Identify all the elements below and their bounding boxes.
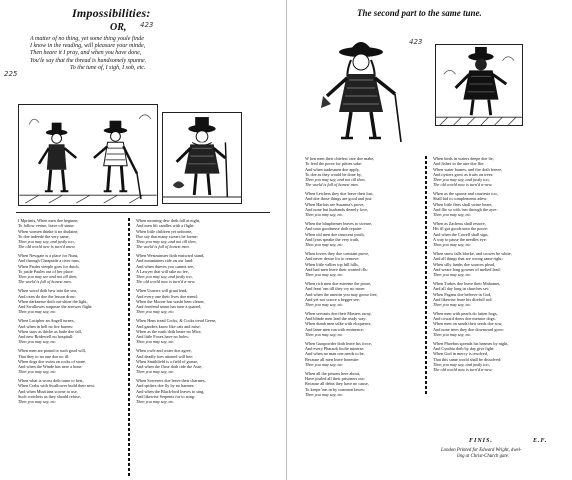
verse-line: When silly lambs doe sources plead, [433, 261, 496, 267]
verse-line: And likewise feare his direfull rod: [433, 296, 493, 302]
stanza [305, 341, 421, 367]
verse-line: And forefend smart has tune a quarrel, [136, 304, 202, 310]
stanza [305, 311, 421, 337]
stanza [433, 221, 565, 247]
verse-line: To doe indeede the very same, [18, 233, 70, 239]
verse-line: When little vallies top hill hills, [305, 261, 359, 267]
stanza [18, 348, 124, 374]
verse-line: When lovers they doe constant prove, [305, 251, 370, 257]
verse-line: And yet not scarce a begger see: [305, 296, 360, 302]
verse-line: A Lawyer that will take no fee, [136, 268, 189, 274]
stanza [433, 341, 565, 373]
refrain-line: Then you may say, etc. [433, 302, 472, 307]
verse-line: When as the earth doth beare no Mice, [136, 328, 202, 334]
verse-line: And through Cheapside a river runs, [18, 258, 80, 264]
refrain-line: The old world now is turn'd a-new. [433, 367, 493, 373]
verse-line: When servants doe their Masters away, [305, 310, 372, 316]
stanza [305, 191, 421, 217]
verse-line: And when tradesmen doe apply, [305, 166, 360, 172]
verse-line: When Paules steeple goes for dutch, [18, 263, 80, 269]
imprint-line: London Printed for Edward Wright, dwel- [441, 448, 522, 453]
woodcut-two-figures-image [19, 105, 157, 205]
verse-line: When Crabs with Swallowes build their nest: [18, 383, 95, 389]
verse-line: Have jostled all their prisoners out: [305, 376, 365, 382]
verse-line: And when the Winde has nere a bone: [18, 364, 83, 369]
woodcut-gentleman [162, 112, 242, 204]
refrain-line: Then you may say, etc. [433, 242, 472, 248]
stanza [18, 288, 124, 314]
verse-line: When all the prisons here about, [305, 370, 360, 376]
verse-line: When men with pearls do fatten hogs, [433, 310, 498, 316]
stanza [305, 221, 421, 247]
verse-line: And bad men leave their wonted ills: [305, 266, 368, 272]
verse-line: W hen men their chiefest care doe make, [305, 156, 375, 161]
intro-line: Then heare it I pray, and when you have done, [30, 50, 142, 57]
verse-line: And weare long gownes of melted lead: [433, 266, 501, 272]
stanza [18, 378, 124, 404]
verse-line: When morning dew doth fall at night, [136, 218, 201, 223]
verse-line: I Mprimis, When men doe beginne, [18, 218, 79, 223]
verse-line: When the Moone has washt hem cleane, [136, 298, 205, 304]
stanza [433, 311, 565, 337]
refrain-line: The old world now is turn'd a-new. [136, 279, 196, 285]
refrain-line: Then you may say, etc. [305, 391, 344, 397]
refrain-line: The old world new is turn'd anew. [18, 244, 76, 250]
verse-line: When as Zacheus shall restore, [433, 221, 486, 227]
verse-line: A way to passe the needles eye: [433, 236, 487, 242]
stanza [305, 156, 421, 188]
verse-line: When men are pound to such good will, [18, 348, 86, 354]
intro-line: To the tune of, I sigh, I sob, etc. [70, 64, 146, 71]
stanza [18, 253, 124, 285]
verse-line: And feast 'em till they cry no more: [305, 286, 366, 292]
refrain-line: Then you may say, and justly too, [18, 239, 75, 244]
refrain-line: Then you may say, etc. [433, 212, 472, 218]
verse-line: When little flees shall swine heare, [433, 201, 493, 207]
verse-line: And when the Cowell shall sign, [433, 231, 489, 237]
woodcut-gentleman-image [163, 113, 241, 203]
verse-line: When God in mercy is resolved, [433, 351, 488, 357]
verse-column-left-2 [136, 218, 270, 478]
verse-line: When Harlots are Susanna's prove, [305, 201, 365, 207]
verse-line: And new Bridewell no hospitall: [18, 334, 74, 340]
verse-line: When owle and water doe agree, [136, 348, 192, 354]
stanza [136, 348, 270, 374]
verse-column-right-1 [305, 156, 421, 478]
verse-line: And ganders know like cats and mise: [136, 323, 201, 329]
refrain-line: The world is full of honest men. [136, 244, 190, 250]
verse-line: When dogs doe swim on rocks of stone, [18, 358, 86, 364]
verse-line: And blinde men lead the ready way: [305, 316, 367, 322]
refrain-line: Then you may say, etc. [18, 399, 57, 405]
refrain-line: Then you may say, and not till then, [136, 239, 197, 244]
woodcut-framed-figure-image [436, 45, 522, 125]
verse-line: And when thieves you cannot see, [136, 263, 195, 269]
stanza [18, 318, 124, 344]
verse-line: When Smithfield is a field of grasse, [136, 358, 199, 364]
verse-line: When birds in waters deepe doe lie, [433, 156, 494, 161]
verse-line: When Usurers will grant lend, [136, 288, 188, 294]
stanza [18, 218, 124, 250]
woodcut-framed-figure [435, 44, 523, 126]
verse-line: When snow falls blacke, and crowes be white, [433, 251, 512, 257]
verse-line: When dumb men talke with eloquence, [305, 321, 372, 327]
woodcut-hatted-gentleman-image [309, 34, 409, 146]
refrain-line: Then you may say, etc. [18, 309, 57, 315]
verse-line: And when no man one needs to be, [305, 351, 365, 357]
verse-line: Shall bid to complements adew: [433, 196, 488, 202]
finis-mark: FINIS. [469, 438, 493, 444]
verse-line: And when the Ouse doth ride the Asse, [136, 364, 203, 369]
stanza [136, 288, 270, 314]
verse-line: And little Foxes have no holes: [136, 334, 190, 340]
refrain-line: The old world now is turn'd a-new. [433, 182, 493, 188]
verse-line: When little children yet unborne, [136, 228, 193, 234]
verse-line: When Letchers they doe leave their lust, [305, 191, 374, 197]
verse-line: To keepe 'em in by common lawes: [305, 386, 365, 392]
verse-line: That they to no one doe no ill: [18, 353, 70, 359]
verse-line: And Cynthia doth by day give light: [433, 346, 495, 352]
verse-line: And Swallowes surpasse the arrowes flight: [18, 304, 93, 310]
stanza [433, 251, 565, 277]
verse-line: When what is worst doth turne to best, [18, 378, 84, 384]
verse-line: And men lift candles with a flight: [136, 223, 195, 229]
verse-line: And mountaines ride on our land: [136, 258, 194, 264]
verse-line: Doe say that many swears be forme: [136, 233, 198, 239]
stanza [136, 378, 270, 404]
verse-line: And fishes in the aire doe flie: [433, 161, 485, 167]
verse-line: And unto goodnesse doth repaire: [305, 226, 363, 232]
ballad-intro [30, 36, 146, 72]
woodcut-two-figures [18, 104, 158, 206]
verse-line: And doe those things are good and just: [305, 196, 373, 202]
right-broadside-page [286, 0, 572, 480]
verse-line: And coward doers doe menace dogs: [433, 316, 496, 322]
handwritten-number-top: 423 [140, 21, 154, 29]
verse-line: And when in hell no fire burnes: [18, 323, 74, 329]
verse-line: When wood doth hew into the sea, [18, 288, 77, 294]
refrain-line: Then you may say, etc. [305, 361, 344, 367]
verse-line: Because all men leave honestie: [305, 356, 360, 362]
stanza [433, 156, 565, 188]
column-divider-ornament [425, 156, 427, 396]
ballad-title: Impossibilities: [72, 6, 151, 20]
verse-line: When Newgate is a place for Nuns, [18, 253, 79, 259]
printer-imprint [441, 448, 522, 460]
verse-line: When Lucipher an Angell turnes, [18, 318, 75, 324]
verse-line: And all things that are wrong same right: [433, 256, 503, 262]
verse-line: When Westminster doth eastward stand, [136, 253, 205, 259]
refrain-line: Then you may say, etc. [18, 369, 57, 375]
refrain-line: Then you may say, etc. [136, 369, 175, 375]
verse-line: When water barnes, and fire doth freeze, [433, 166, 503, 172]
verse-line: And every one their lives doe mend: [136, 293, 198, 299]
verse-line: And none trees they doe downward grow: [433, 326, 505, 332]
stanza [305, 251, 421, 277]
refrain-line: Then you may say, etc. [136, 309, 175, 315]
verse-line: Such crotchets as they should refuse, [18, 393, 81, 399]
verse-line: When Hens tread Cocks, & Cocks tread Geese, [136, 318, 217, 324]
refrain-line: Then you may say, and justly too, [433, 177, 490, 182]
column-top-rule [16, 212, 270, 213]
verse-line: And when Musitians scorne to use, [18, 388, 78, 394]
verse-line: And every Pharaoh foolie minerse: [305, 346, 365, 352]
second-part-title: The second part to the same tune. [357, 8, 482, 18]
verse-line: To justle Paules out of her place: [18, 268, 74, 274]
stanza [305, 371, 421, 397]
verse-line: And when the Black-bird leaves to sing, [136, 388, 205, 394]
verse-line: And lyars speake the very truth, [305, 236, 360, 242]
verse-column-left-1 [18, 218, 124, 478]
stanza [136, 218, 270, 250]
verse-line: When Pagans doe beleeve in God, [433, 291, 492, 297]
stanza [433, 281, 565, 307]
verse-line: When Gunpowder doth leave his force, [305, 340, 372, 346]
handwritten-number-top: 423 [409, 38, 423, 46]
verse-line: And oxen do doe the lesson draw: [18, 293, 76, 299]
refrain-line: Then you may say, etc. [305, 242, 344, 248]
verse-line: And never desire for to remove: [305, 256, 360, 262]
stanza [136, 318, 270, 344]
refrain-line: Then you may say, etc. [305, 331, 344, 337]
verse-line: When darknesse doth out-shine the light, [18, 298, 88, 304]
handwritten-number-margin: 225 [4, 70, 18, 78]
verse-line: When Sorcerers doe leave their charmes, [136, 378, 206, 384]
intro-line: You'le say that the thread is handsomely spunne. [30, 57, 147, 64]
verse-line: When stars as thicke as haile doe fall, [18, 328, 82, 334]
verse-line: And lame men run with eminence: [305, 326, 364, 332]
verse-line: When rich men doe esteeme the poore, [305, 281, 372, 286]
ballad-title-or: OR, [110, 22, 127, 33]
verse-line: When Phoebus spreads his beames by night, [433, 340, 509, 346]
column-divider-ornament [128, 218, 130, 476]
refrain-line: Then you may say, etc. [305, 212, 344, 218]
refrain-line: Then you may say, etc. [433, 331, 472, 337]
verse-line: Because all debts they have no cause, [305, 381, 369, 387]
refrain-line: Then you may see and not till then, [18, 274, 78, 280]
verse-line: And oysters grow as fruits on trees: [433, 171, 494, 177]
refrain-line: Then you may say, etc. [136, 339, 175, 345]
verse-line: When men on sands their seeds doe sow, [433, 321, 503, 327]
refrain-line: Then you may say, and justly too, [433, 361, 490, 367]
author-initials: E.F. [533, 438, 548, 444]
verse-line: When as the spouse and courtesie too, [433, 191, 498, 197]
refrain-line: Then you may say, etc. [18, 339, 57, 345]
verse-column-right-2 [433, 156, 565, 436]
verse-line: And none but husbands dearely love, [305, 206, 369, 212]
verse-line: To doe as they would be done by, [305, 171, 362, 177]
imprint-line: ling at Christ-Church gate. [457, 454, 510, 459]
woodcut-hatted-gentleman [309, 34, 409, 146]
verse-line: And when the unerrin you may goose free, [305, 291, 378, 297]
intro-line: A matter of no thing, yet some thing youle finde [30, 36, 144, 42]
stanza [433, 191, 565, 217]
verse-line: And likewise Serpents for to sting: [136, 393, 196, 399]
verse-line: When the blasphemer leaves to sweare, [305, 221, 373, 227]
stanza [305, 281, 421, 307]
refrain-line: Then you may say, etc. [305, 272, 344, 278]
verse-line: His ill got goods unto the poore: [433, 226, 489, 232]
intro-line: I know in the reading, will pleasure your minde, [30, 43, 146, 50]
refrain-line: The world is full of honest men. [305, 182, 359, 188]
verse-line: To follow vertue, leave off sinne: [18, 223, 75, 229]
refrain-line: Then you may say, and justly too, [136, 274, 193, 280]
stanza [136, 253, 270, 285]
refrain-line: Then you may say, etc. [136, 399, 175, 405]
verse-line: And flie so with 'em through the ayre: [433, 206, 498, 212]
refrain-line: The world is full of honest men. [18, 279, 72, 285]
refrain-line: Then you may say, and not till then, [305, 177, 366, 182]
verse-line: When women thinke it no disdaine, [18, 228, 79, 234]
verse-line: And spiders doe fly by no harmes: [136, 383, 195, 389]
verse-line: And deadly foes attoned will bee: [136, 353, 194, 359]
verse-line: To feed the poore for pitties sake: [305, 161, 363, 167]
refrain-line: Then you may say, etc. [305, 302, 344, 307]
verse-line: That this same world shall be dissolved: [433, 356, 502, 362]
verse-line: When Turkes doe leave their Mahomet, [433, 281, 501, 286]
verse-line: And all day long in churches set: [433, 286, 489, 292]
verse-line: When old men doe innocent youth, [305, 231, 365, 237]
refrain-line: Then you may say, etc. [433, 272, 472, 278]
